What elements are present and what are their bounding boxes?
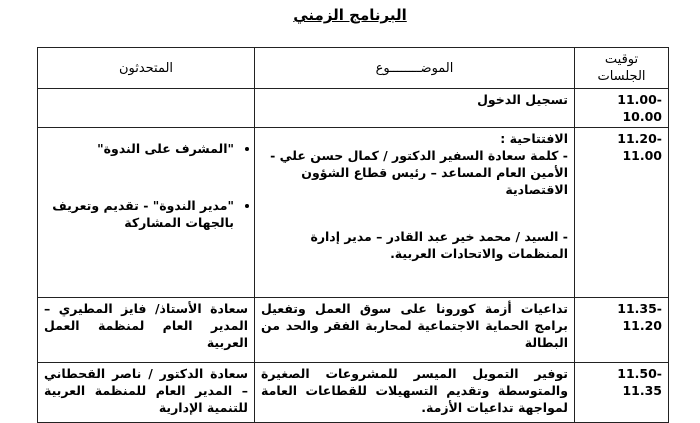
page-title: البرنامج الزمني <box>293 6 407 24</box>
session-speaker: سعادة الأستاذ/ فايز المطيري – المدير العام لمنظمة العمل العربية <box>38 298 255 363</box>
session-time: 11.00-10.00 <box>575 89 669 128</box>
table-header-row <box>38 48 669 89</box>
table-row <box>38 363 669 423</box>
header-speakers: المتحدثون <box>38 48 255 89</box>
header-topic: الموضــــــــوع <box>255 48 575 89</box>
session-time: 11.50-11.35 <box>575 363 669 423</box>
table-row <box>38 298 669 363</box>
schedule-table <box>37 47 669 423</box>
session-topic: توفير التمويل الميسر للمشروعات الصغيرة والمتوسطة وتقديم التسهيلات للقطاعات العامة لمواجهة تداعيات الأزمة. <box>255 363 575 423</box>
topic-line: - السيد / محمد خير عبد القادر – مدير إدارة المنظمات والاتحادات العربية. <box>310 229 568 261</box>
session-speakers <box>38 89 255 128</box>
session-speaker: سعادة الدكتور / ناصر القحطاني – المدير العام للمنظمة العربية للتنمية الإدارية <box>38 363 255 423</box>
session-topic: تسجيل الدخول <box>255 89 575 128</box>
header-time: توقيت الجلسات <box>575 48 669 89</box>
session-topic: تداعيات أزمة كورونا على سوق العمل وتفعيل برامج الحماية الاجتماعية لمحاربة الفقر والحد من البطالة <box>255 298 575 363</box>
speaker-item: • "المشرف على الندوة" <box>44 140 234 157</box>
session-topic <box>255 128 575 298</box>
speaker-item: • "مدير الندوة" - تقديم وتعريف بالجهات المشاركة <box>44 197 234 231</box>
session-time: 11.20-11.00 <box>575 128 669 298</box>
session-time: 11.35-11.20 <box>575 298 669 363</box>
table-row <box>38 128 669 298</box>
topic-heading: الافتتاحية : <box>500 131 568 146</box>
topic-line: - كلمة سعادة السفير الدكتور / كمال حسن علي - الأمين العام المساعد – رئيس قطاع الشؤون الاقتصادية <box>270 148 568 197</box>
table-row <box>38 89 669 128</box>
session-speakers <box>38 128 255 298</box>
